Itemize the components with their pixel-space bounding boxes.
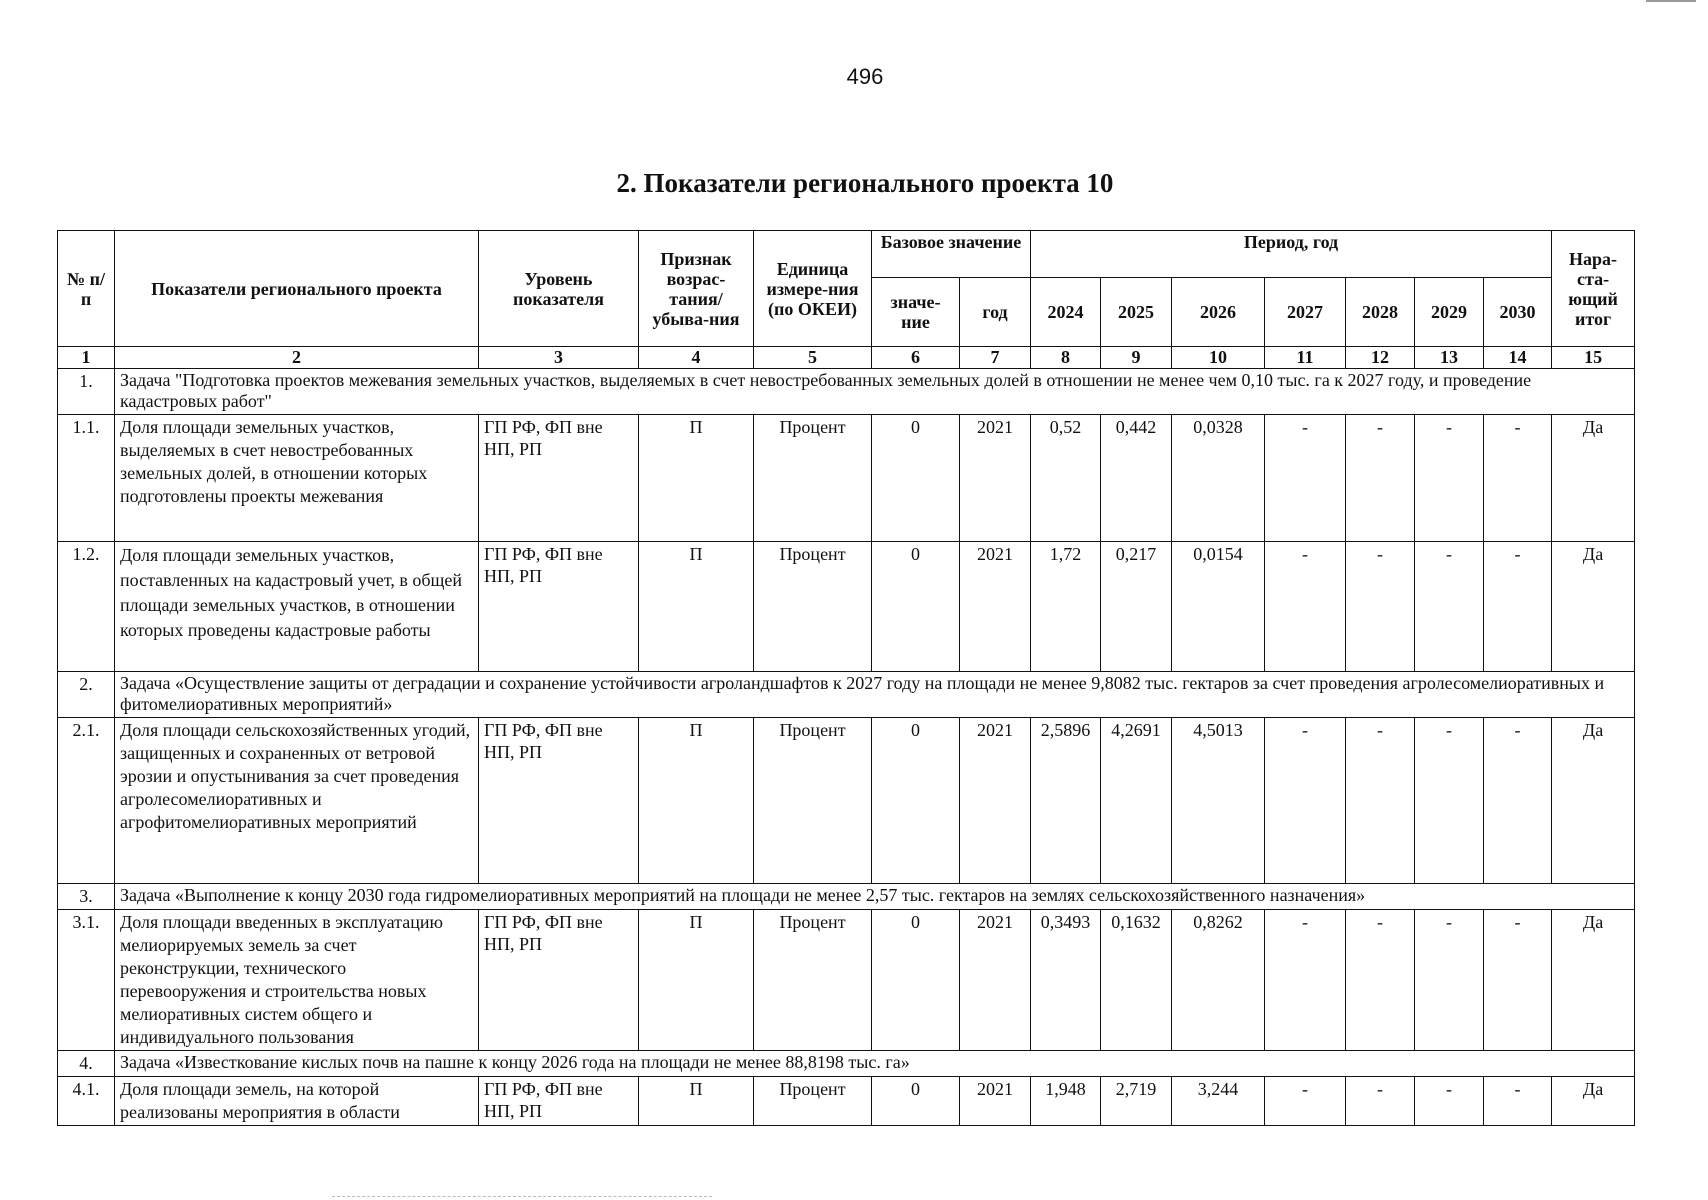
year-value: 0,0328 <box>1172 415 1265 542</box>
corner-rule <box>1646 0 1696 2</box>
year-value: 0,3493 <box>1031 910 1101 1051</box>
cumulative-flag: Да <box>1552 415 1635 542</box>
year-value: - <box>1265 542 1346 672</box>
year-value: 4,2691 <box>1101 718 1172 884</box>
year-value: - <box>1484 1077 1552 1126</box>
year-value: 0,442 <box>1101 415 1172 542</box>
indicator-name: Доля площади введенных в эксплуатацию мелиорируемых земель за счет реконструкции, технического перевооружения и строительства новых мелиоративных систем общего и индивидуального пользования <box>115 910 479 1051</box>
header-indicator-name: Показатели регионального проекта <box>115 231 479 347</box>
header-unit: Единица измере-ния (по ОКЕИ) <box>754 231 872 347</box>
year-value: - <box>1265 415 1346 542</box>
column-number: 11 <box>1265 347 1346 369</box>
indicator-level: ГП РФ, ФП вне НП, РП <box>479 542 639 672</box>
column-number: 13 <box>1415 347 1484 369</box>
row-num: 1.2. <box>58 542 115 672</box>
year-value: 0,1632 <box>1101 910 1172 1051</box>
row-num: 2. <box>58 672 115 718</box>
row-num: 3. <box>58 884 115 910</box>
base-year: 2021 <box>960 542 1031 672</box>
page-title: 2. Показатели регионального проекта 10 <box>616 168 1114 198</box>
base-year: 2021 <box>960 910 1031 1051</box>
year-value: 2,719 <box>1101 1077 1172 1126</box>
header-year: 2025 <box>1101 278 1172 347</box>
year-value: - <box>1484 910 1552 1051</box>
year-value: 0,8262 <box>1172 910 1265 1051</box>
cumulative-flag: Да <box>1552 910 1635 1051</box>
cumulative-flag: Да <box>1552 1077 1635 1126</box>
column-number: 4 <box>639 347 754 369</box>
header-year: 2026 <box>1172 278 1265 347</box>
indicator-sign: П <box>639 415 754 542</box>
header-year: 2029 <box>1415 278 1484 347</box>
column-number: 2 <box>115 347 479 369</box>
task-row <box>58 672 1635 718</box>
row-num: 4. <box>58 1051 115 1077</box>
header-period: Период, год <box>1031 231 1552 278</box>
year-value: - <box>1346 415 1415 542</box>
row-num: 1. <box>58 369 115 415</box>
base-year: 2021 <box>960 415 1031 542</box>
column-number: 10 <box>1172 347 1265 369</box>
year-value: - <box>1415 542 1484 672</box>
indicator-sign: П <box>639 718 754 884</box>
year-value: - <box>1265 718 1346 884</box>
row-num: 2.1. <box>58 718 115 884</box>
year-value: 4,5013 <box>1172 718 1265 884</box>
year-value: - <box>1484 415 1552 542</box>
indicator-sign: П <box>639 1077 754 1126</box>
task-text: Задача «Известкование кислых почв на пашне к концу 2026 года на площади не менее 88,8198 тыс. га» <box>115 1051 1635 1077</box>
column-number: 15 <box>1552 347 1635 369</box>
header-cumulative: Нара-ста-ющий итог <box>1552 231 1635 347</box>
header-num: № п/п <box>58 231 115 347</box>
indicator-name: Доля площади земельных участков, поставленных на кадастровый учет, в общей площади земельных участков, в отношении которых проведены кадастровые работы <box>115 542 479 672</box>
indicator-row <box>58 718 1635 884</box>
year-value: - <box>1346 1077 1415 1126</box>
footer-rule <box>332 1196 712 1197</box>
indicator-unit: Процент <box>754 910 872 1051</box>
indicators-table <box>57 230 1635 1126</box>
indicator-unit: Процент <box>754 1077 872 1126</box>
column-number: 6 <box>872 347 960 369</box>
year-value: 1,72 <box>1031 542 1101 672</box>
task-row <box>58 884 1635 910</box>
base-year: 2021 <box>960 1077 1031 1126</box>
indicator-row <box>58 415 1635 542</box>
base-value: 0 <box>872 415 960 542</box>
header-year: 2027 <box>1265 278 1346 347</box>
task-text: Задача «Выполнение к концу 2030 года гидромелиоративных мероприятий на площади не менее 2,57 тыс. гектаров на землях сельскохозяйственного назначения» <box>115 884 1635 910</box>
column-number: 7 <box>960 347 1031 369</box>
column-number: 14 <box>1484 347 1552 369</box>
year-value: - <box>1346 718 1415 884</box>
indicator-sign: П <box>639 910 754 1051</box>
indicator-name: Доля площади земельных участков, выделяемых в счет невостребованных земельных долей, в отношении которых подготовлены проекты межевания <box>115 415 479 542</box>
year-value: - <box>1346 910 1415 1051</box>
header-level: Уровень показателя <box>479 231 639 347</box>
year-value: 0,217 <box>1101 542 1172 672</box>
indicator-level: ГП РФ, ФП вне НП, РП <box>479 415 639 542</box>
indicator-level: ГП РФ, ФП вне НП, РП <box>479 718 639 884</box>
cumulative-flag: Да <box>1552 718 1635 884</box>
column-number: 9 <box>1101 347 1172 369</box>
indicator-sign: П <box>639 542 754 672</box>
header-base: Базовое значение <box>872 231 1031 278</box>
column-number: 3 <box>479 347 639 369</box>
indicator-row <box>58 1077 1635 1126</box>
row-num: 4.1. <box>58 1077 115 1126</box>
task-row <box>58 1051 1635 1077</box>
indicator-row <box>58 910 1635 1051</box>
column-number: 1 <box>58 347 115 369</box>
year-value: - <box>1265 910 1346 1051</box>
year-value: - <box>1346 542 1415 672</box>
year-value: - <box>1415 1077 1484 1126</box>
year-value: - <box>1415 415 1484 542</box>
row-num: 3.1. <box>58 910 115 1051</box>
year-value: 1,948 <box>1031 1077 1101 1126</box>
year-value: - <box>1484 542 1552 672</box>
row-num: 1.1. <box>58 415 115 542</box>
task-text: Задача "Подготовка проектов межевания земельных участков, выделяемых в счет невостребованных земельных долей в отношении не менее чем 0,10 тыс. га к 2027 году, и проведение кадастровых работ" <box>115 369 1635 415</box>
header-year: 2030 <box>1484 278 1552 347</box>
column-number: 8 <box>1031 347 1101 369</box>
column-number: 5 <box>754 347 872 369</box>
base-value: 0 <box>872 718 960 884</box>
page-number: 496 <box>846 64 884 89</box>
indicator-level: ГП РФ, ФП вне НП, РП <box>479 1077 639 1126</box>
indicator-row <box>58 542 1635 672</box>
year-value: - <box>1265 1077 1346 1126</box>
header-year: 2028 <box>1346 278 1415 347</box>
indicator-unit: Процент <box>754 415 872 542</box>
year-value: 0,52 <box>1031 415 1101 542</box>
indicator-name: Доля площади земель, на которой реализованы мероприятия в области <box>115 1077 479 1126</box>
year-value: - <box>1484 718 1552 884</box>
year-value: 2,5896 <box>1031 718 1101 884</box>
indicator-level: ГП РФ, ФП вне НП, РП <box>479 910 639 1051</box>
indicator-unit: Процент <box>754 542 872 672</box>
year-value: - <box>1415 910 1484 1051</box>
indicator-unit: Процент <box>754 718 872 884</box>
cumulative-flag: Да <box>1552 542 1635 672</box>
indicator-name: Доля площади сельскохозяйственных угодий, защищенных и сохраненных от ветровой эрозии и опустынивания за счет проведения агролесомелиоративных и агрофитомелиоративных мероприятий <box>115 718 479 884</box>
year-value: 0,0154 <box>1172 542 1265 672</box>
header-base-value: значе-ние <box>872 278 960 347</box>
task-text: Задача «Осуществление защиты от деградации и сохранение устойчивости агроландшафтов к 2027 году на площади не менее 9,8082 тыс. гектаров за счет проведения агролесомелиоративных и фитомелиоративных мероприятий» <box>115 672 1635 718</box>
base-value: 0 <box>872 1077 960 1126</box>
base-year: 2021 <box>960 718 1031 884</box>
year-value: - <box>1415 718 1484 884</box>
task-row <box>58 369 1635 415</box>
year-value: 3,244 <box>1172 1077 1265 1126</box>
base-value: 0 <box>872 910 960 1051</box>
base-value: 0 <box>872 542 960 672</box>
header-sign: Признак возрас-тания/ убыва-ния <box>639 231 754 347</box>
header-base-year: год <box>960 278 1031 347</box>
column-number: 12 <box>1346 347 1415 369</box>
header-year: 2024 <box>1031 278 1101 347</box>
